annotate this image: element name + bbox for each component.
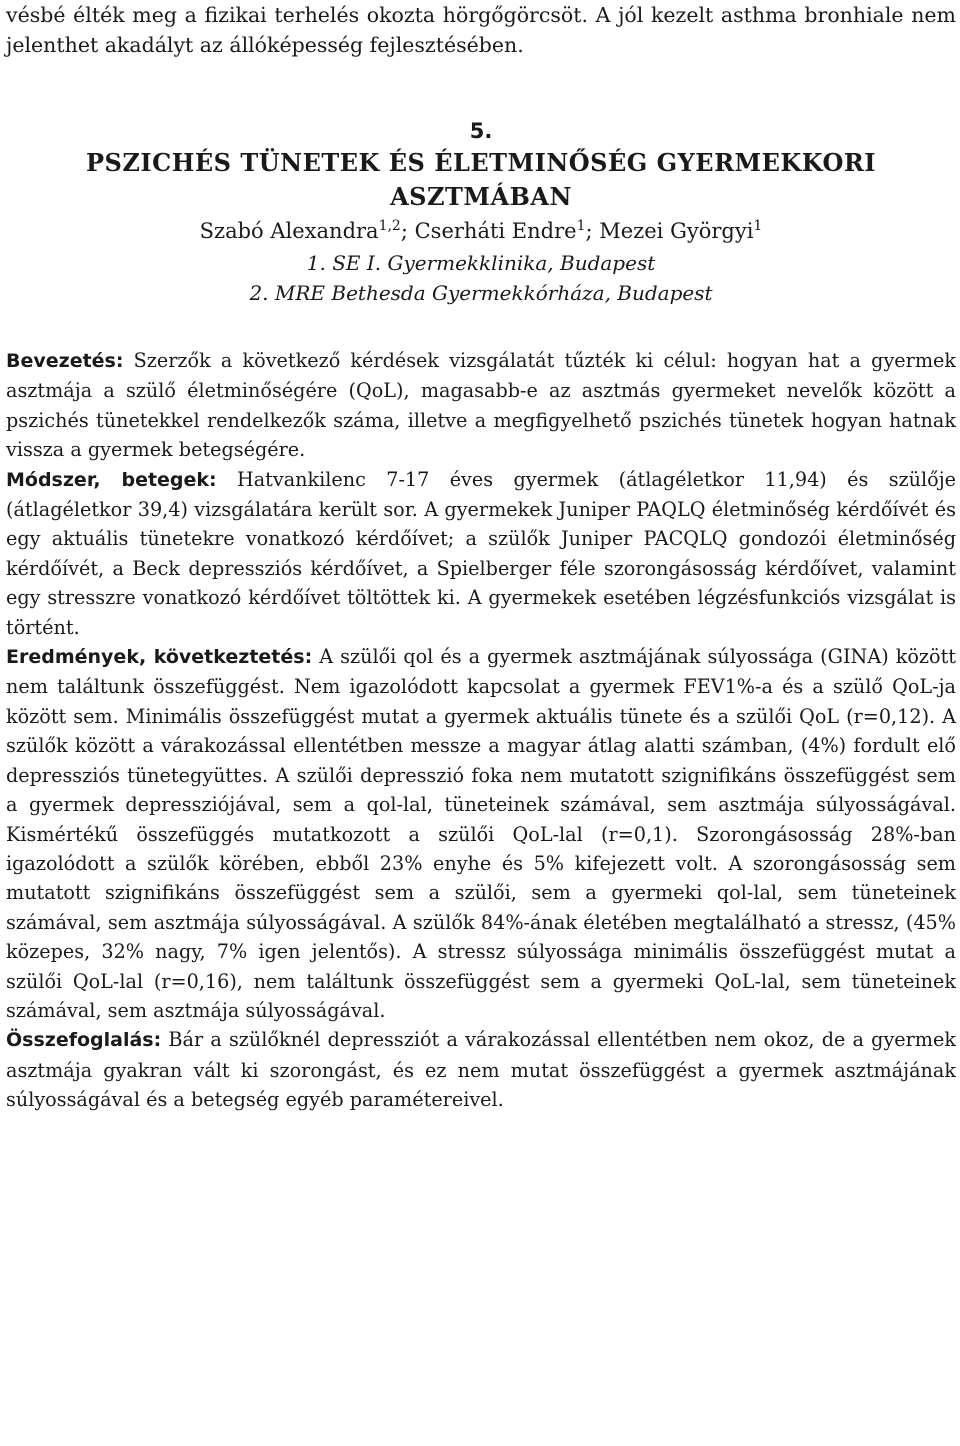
abstract-title: PSZICHÉS TÜNETEK ÉS ÉLETMINŐSÉG GYERMEKKORI ASZTMÁBAN xyxy=(85,148,877,211)
abstract-number: 5. xyxy=(469,119,493,143)
author-separator: ; xyxy=(585,219,600,243)
author-separator: ; xyxy=(400,219,415,243)
abstract-header xyxy=(6,116,956,308)
section-text: Szerzők a következő kérdések vizsgálatát tűzték ki célul: hogyan hat a gyermek asztmája a szülő életminőségére (QoL), magasabb-e az asztmás gyermeket nevelők között a pszichés tünetekkel rendelkezők száma, illetve a megfigyelhető pszichés tünetek hogyan hatnak vissza a gyermek betegségére. xyxy=(6,349,956,462)
section-introduction xyxy=(6,346,956,465)
author-list xyxy=(6,214,956,248)
intro-paragraph: vésbé élték meg a fizikai terhelés okozta hörgőgörcsöt. A jól kezelt asthma bronhiale nem jelenthet akadályt az állóképesség fejlesztésében. xyxy=(6,3,956,57)
author-affiliation-mark: 1 xyxy=(576,218,586,234)
section-label: Eredmények, következtetés: xyxy=(6,646,313,669)
author-name: Mezei Györgyi xyxy=(599,219,754,243)
section-label: Bevezetés: xyxy=(6,350,124,372)
section-text: A szülői qol és a gyermek asztmájának súlyossága (GINA) között nem találtunk összefüggést. Nem igazolódott kapcsolat a gyermek FEV1%-a és a szülő QoL-ja között sem. Minimális összefüggést mutat a gyermek aktuális tünete és a szülői QoL (r=0,12). A szülők között a várakozással ellentétben messze a magyar átlag alatti számban, (4%) fordult elő depressziós tünetegyüttes. A szülői depresszió foka nem mutatott szignifikáns összefüggést sem a gyermek depressziójával, sem a qol-lal, tüneteinek számával, sem asztmája súlyosságával. Kismértékű összefüggés mutatkozott a szülői QoL-lal (r=0,1). Szorongásosság 28%-ban igazolódott a szülők körében, ebből 23% enyhe és 5% kifejezett volt. A szorongásosság sem mutatott szignifikáns összefüggést sem a szülői, sem a gyermeki qol-lal, sem tüneteinek számával, sem asztmája súlyosságával. A szülők 84%-ának életében megtalálható a stressz, (45% közepes, 32% nagy, 7% igen jelentős). A stressz súlyossága minimális összefüggést mutat a szülői QoL-lal (r=0,16), nem találtunk összefüggést sem a gyermeki QoL-lal, sem tüneteinek számával, sem asztmája súlyosságával. xyxy=(6,645,956,1022)
section-results xyxy=(6,642,956,1025)
affiliation-2: 2. MRE Bethesda Gyermekkórháza, Budapest xyxy=(249,281,713,305)
affiliation-1: 1. SE I. Gyermekklinika, Budapest xyxy=(306,251,656,275)
author-name: Szabó Alexandra xyxy=(199,219,379,243)
abstract-body xyxy=(6,346,956,1115)
section-text: Hatvankilenc 7-17 éves gyermek (átlagéletkor 11,94) és szülője (átlagéletkor 39,4) vizsgálatára került sor. A gyermekek Juniper PAQLQ életminőség kérdőívét és egy aktuális tünetekre vonatkozó kérdőívet; a szülők Juniper PACQLQ gondozói életminőség kérdőívét, a Beck depressziós kérdőívet, a Spielberger féle szorongásosság kérdőívet, valamint egy stresszre vonatkozó kérdőívet töltöttek ki. A gyermekek esetében légzésfunkciós vizsgálat is történt. xyxy=(6,467,956,639)
section-summary xyxy=(6,1025,956,1114)
section-label: Összefoglalás: xyxy=(6,1029,162,1052)
document-page xyxy=(6,0,956,1115)
author-affiliation-mark: 1,2 xyxy=(378,218,401,234)
section-methods xyxy=(6,465,956,642)
section-text: Bár a szülőknél depressziót a várakozással ellentétben nem okoz, de a gyermek asztmája gyakran vált ki szorongást, és ez nem mutat összefüggést a gyermek asztmájának súlyosságával és a betegség egyéb paramétereivel. xyxy=(6,1028,956,1112)
author-affiliation-mark: 1 xyxy=(753,218,763,234)
section-label: Módszer, betegek: xyxy=(6,468,217,491)
author-name: Cserháti Endre xyxy=(414,219,577,243)
